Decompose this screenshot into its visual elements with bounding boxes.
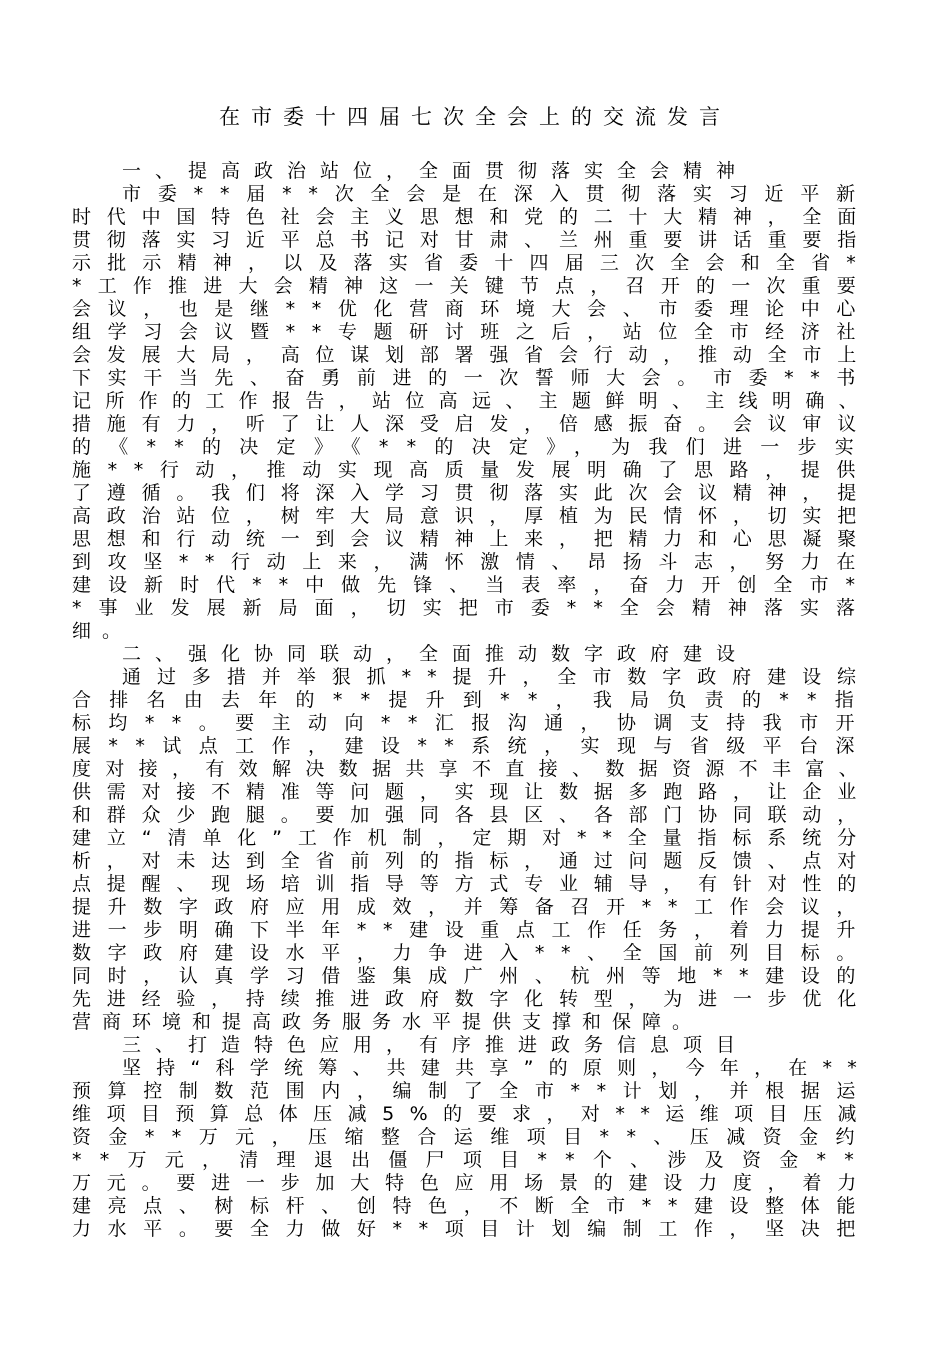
body-text-line: *工作推进大会精神这一关键节点，召开的一次重要 [72, 275, 872, 297]
body-text-line: 坚持“科学统筹、共建共享”的原则，今年，在** [122, 1057, 872, 1079]
body-text-line: 先进经验，持续推进政府数字化转型，为进一步优化 [72, 988, 872, 1010]
body-text-line: 思想和行动统一到会议精神上来，把精力和心思凝聚 [72, 528, 872, 550]
body-text-line: 标均**。要主动向**汇报沟通，协调支持我市开 [72, 712, 872, 734]
body-text-line: 通过多措并举狠抓**提升，全市数字政府建设综 [122, 666, 872, 688]
body-text-line: 高政治站位，树牢大局意识，厚植为民情怀，切实把 [72, 505, 872, 527]
body-text-line: *事业发展新局面，切实把市委**全会精神落实落 [72, 597, 872, 619]
body-text-line: 施**行动，推动实现高质量发展明确了思路，提供 [72, 459, 872, 481]
body-text-line: 展**试点工作，建设**系统，实现与省级平台深 [72, 735, 872, 757]
body-text-line: 会发展大局，高位谋划部署强省会行动，推动全市上 [72, 344, 872, 366]
body-text-line: 下实干当先、奋勇前进的一次誓师大会。市委**书 [72, 367, 872, 389]
document-body [72, 160, 872, 1241]
body-text-line: 数字政府建设水平，力争进入**、全国前列目标。 [72, 942, 872, 964]
body-text-line: 措施有力，听了让人深受启发，倍感振奋。会议审议 [72, 413, 872, 435]
body-text-line: 到攻坚**行动上来，满怀激情、昂扬斗志，努力在 [72, 551, 872, 573]
document-title: 在市委十四届七次全会上的交流发言 [219, 105, 731, 129]
body-text-line: 供需对接不精准等问题，实现让数据多跑路，让企业 [72, 781, 872, 803]
body-text-line: 时代中国特色社会主义思想和党的二十大精神，全面 [72, 206, 872, 228]
body-text-line: 资金**万元，压缩整合运维项目**、压减资金约 [72, 1126, 872, 1148]
body-text-line: 示批示精神，以及落实省委十四届三次全会和全省* [72, 252, 872, 274]
body-text-line: 记所作的工作报告，站位高远、主题鲜明、主线明确、 [72, 390, 872, 412]
body-text-line: **万元，清理退出僵尸项目**个、涉及资金** [72, 1149, 872, 1171]
body-text-line: 市委**届**次全会是在深入贯彻落实习近平新 [122, 183, 872, 205]
body-text-line: 组学习会议暨**专题研讨班之后，站位全市经济社 [72, 321, 872, 343]
body-text-line: 度对接，有效解决数据共享不直接、数据资源不丰富、 [72, 758, 872, 780]
body-text-line: 和群众少跑腿。要加强同各县区、各部门协同联动， [72, 804, 872, 826]
body-text-line: 维项目预算总体压减5%的要求，对**运维项目压减 [72, 1103, 872, 1125]
body-text-line: 的《**的决定》《**的决定》，为我们进一步实 [72, 436, 872, 458]
body-text-line: 力水平。要全力做好**项目计划编制工作，坚决把 [72, 1218, 872, 1240]
section-heading: 三、打造特色应用，有序推进政务信息项目 [122, 1034, 750, 1056]
body-text-line: 预算控制数范围内，编制了全市**计划，并根据运 [72, 1080, 872, 1102]
body-text-line: 点提醒、现场培训指导等方式专业辅导，有针对性的 [72, 873, 872, 895]
body-text-line: 进一步明确下半年**建设重点工作任务，着力提升 [72, 919, 872, 941]
body-text-line: 建设新时代**中做先锋、当表率，奋力开创全市* [72, 574, 872, 596]
body-text-line: 了遵循。我们将深入学习贯彻落实此次会议精神，提 [72, 482, 872, 504]
body-text-line: 析，对未达到全省前列的指标，通过问题反馈、点对 [72, 850, 872, 872]
body-text-line: 建立“清单化”工作机制，定期对**全量指标系统分 [72, 827, 872, 849]
body-text-line: 建亮点、树标杆、创特色，不断全市**建设整体能 [72, 1195, 872, 1217]
body-text-line: 万元。要进一步加大特色应用场景的建设力度，着力 [72, 1172, 872, 1194]
section-heading: 一、提高政治站位，全面贯彻落实全会精神 [122, 160, 750, 182]
body-text-line: 提升数字政府应用成效，并筹备召开**工作会议， [72, 896, 872, 918]
body-text-line: 贯彻落实习近平总书记对甘肃、兰州重要讲话重要指 [72, 229, 872, 251]
body-text-line: 合排名由去年的**提升到**，我局负责的**指 [72, 689, 872, 711]
body-text-line: 细。 [72, 620, 133, 642]
body-text-line: 营商环境和提高政务服务水平提供支撑和保障。 [72, 1011, 703, 1033]
body-text-line: 同时，认真学习借鉴集成广州、杭州等地**建设的 [72, 965, 872, 987]
body-text-line: 会议，也是继**优化营商环境大会、市委理论中心 [72, 298, 872, 320]
section-heading: 二、强化协同联动，全面推动数字政府建设 [122, 643, 750, 665]
